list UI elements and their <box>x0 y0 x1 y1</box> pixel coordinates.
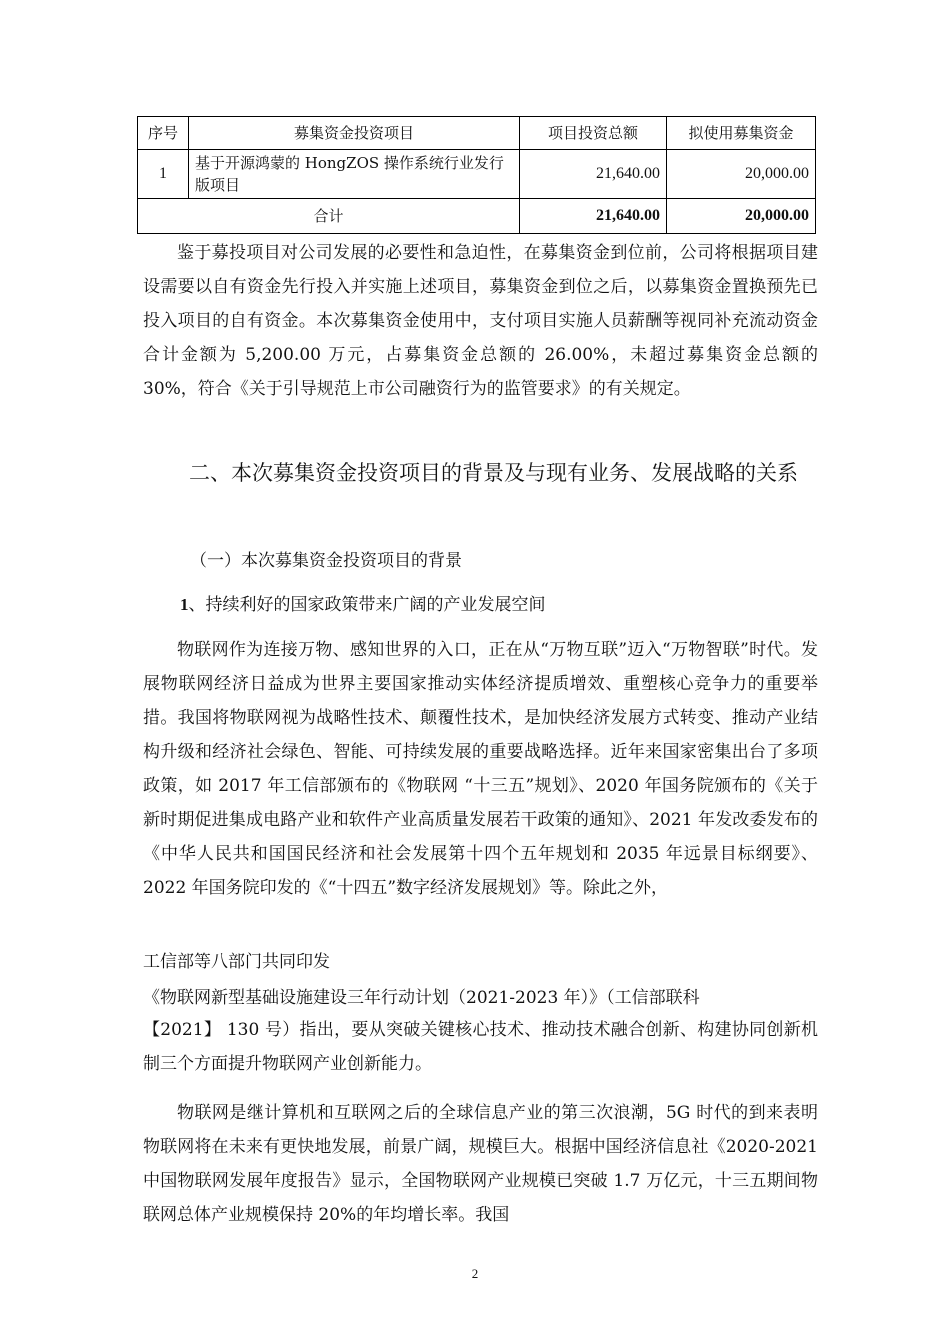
table-total-row <box>138 199 816 234</box>
total-investment: 21,640.00 <box>520 199 667 234</box>
row-total-investment: 21,640.00 <box>520 150 667 199</box>
item-heading-number: 1 <box>180 595 189 614</box>
paragraph-iot-policy-line2: 工信部等八部门共同印发 <box>143 952 330 972</box>
table-header-row <box>138 117 816 150</box>
paragraph-iot-policy: 物联网作为连接万物、感知世界的入口，正在从“万物互联”迈入“万物智联”时代。发展物联网经济日益成为世界主要国家推动实体经济提质增效、重塑核心竞争力的重要举措。我国将物联网视为战略性技术、颠覆性技术，是加快经济发展方式转变、推动产业结构升级和经济社会绿色、智能、可持续发展的重要战略选择。近年来国家密集出台了多项政策，如 2017 年工信部颁布的《物联网 “十三五”规划》、2020 年国务院颁布的《关于新时期促进集成电路产业和软件产业高质量发展若干政策的通知》、2021 年发改委发布的《中华人民共和国国民经济和社会发展第十四个五年规划和 2035 年远景目标纲要》、2022 年国务院印发的《“十四五”数字经济发展规划》等。除此之外， <box>143 640 818 898</box>
table-row <box>138 150 816 199</box>
item-heading-1 <box>180 590 546 615</box>
fund-usage-table <box>137 116 816 234</box>
paragraph-iot-wave: 物联网是继计算机和互联网之后的全球信息产业的第三次浪潮，5G 时代的到来表明物联网将在未来有更快地发展，前景广阔，规模巨大。根据中国经济信息社《2020-2021 中国物联网发展年度报告》显示，全国物联网产业规模已突破 1.7 万亿元，十三五期间物联网总体产业规模保持 20%的年均增长率。我国 <box>143 1103 818 1225</box>
header-raised-funds: 拟使用募集资金 <box>667 117 816 150</box>
total-raised-funds: 20,000.00 <box>667 199 816 234</box>
paragraph-fund-replacement: 鉴于募投项目对公司发展的必要性和急迫性，在募集资金到位前，公司将根据项目建设需要以自有资金先行投入并实施上述项目，募集资金到位之后，以募集资金置换预先已投入项目的自有资金。本次募集资金使用中，支付项目实施人员薪酬等视同补充流动资金合计金额为 5,200.00 万元，占募集资金总额的 26.00%，未超过募集资金总额的 30%，符合《关于引导规范上市公司融资行为的监管要求》的有关规定。 <box>143 243 818 399</box>
header-index: 序号 <box>138 117 189 150</box>
total-label: 合计 <box>138 199 520 234</box>
header-total-investment: 项目投资总额 <box>520 117 667 150</box>
section-heading-2: 二、本次募集资金投资项目的背景及与现有业务、发展战略的关系 <box>189 461 798 485</box>
header-project: 募集资金投资项目 <box>189 117 520 150</box>
paragraph-iot-policy-line3: 《物联网新型基础设施建设三年行动计划（2021-2023 年）》（工信部联科 <box>143 988 700 1008</box>
row-project: 基于开源鸿蒙的 HongZOS 操作系统行业发行版项目 <box>189 150 520 199</box>
subsection-heading-1: （一）本次募集资金投资项目的背景 <box>190 551 462 571</box>
item-heading-text: 、持续利好的国家政策带来广阔的产业发展空间 <box>188 595 546 615</box>
page-number: 2 <box>471 1266 479 1281</box>
row-index: 1 <box>138 150 189 199</box>
paragraph-iot-policy-tail: 【2021】 130 号）指出，要从突破关键核心技术、推动技术融合创新、构建协同创新机制三个方面提升物联网产业创新能力。 <box>143 1020 818 1074</box>
row-raised-funds: 20,000.00 <box>667 150 816 199</box>
